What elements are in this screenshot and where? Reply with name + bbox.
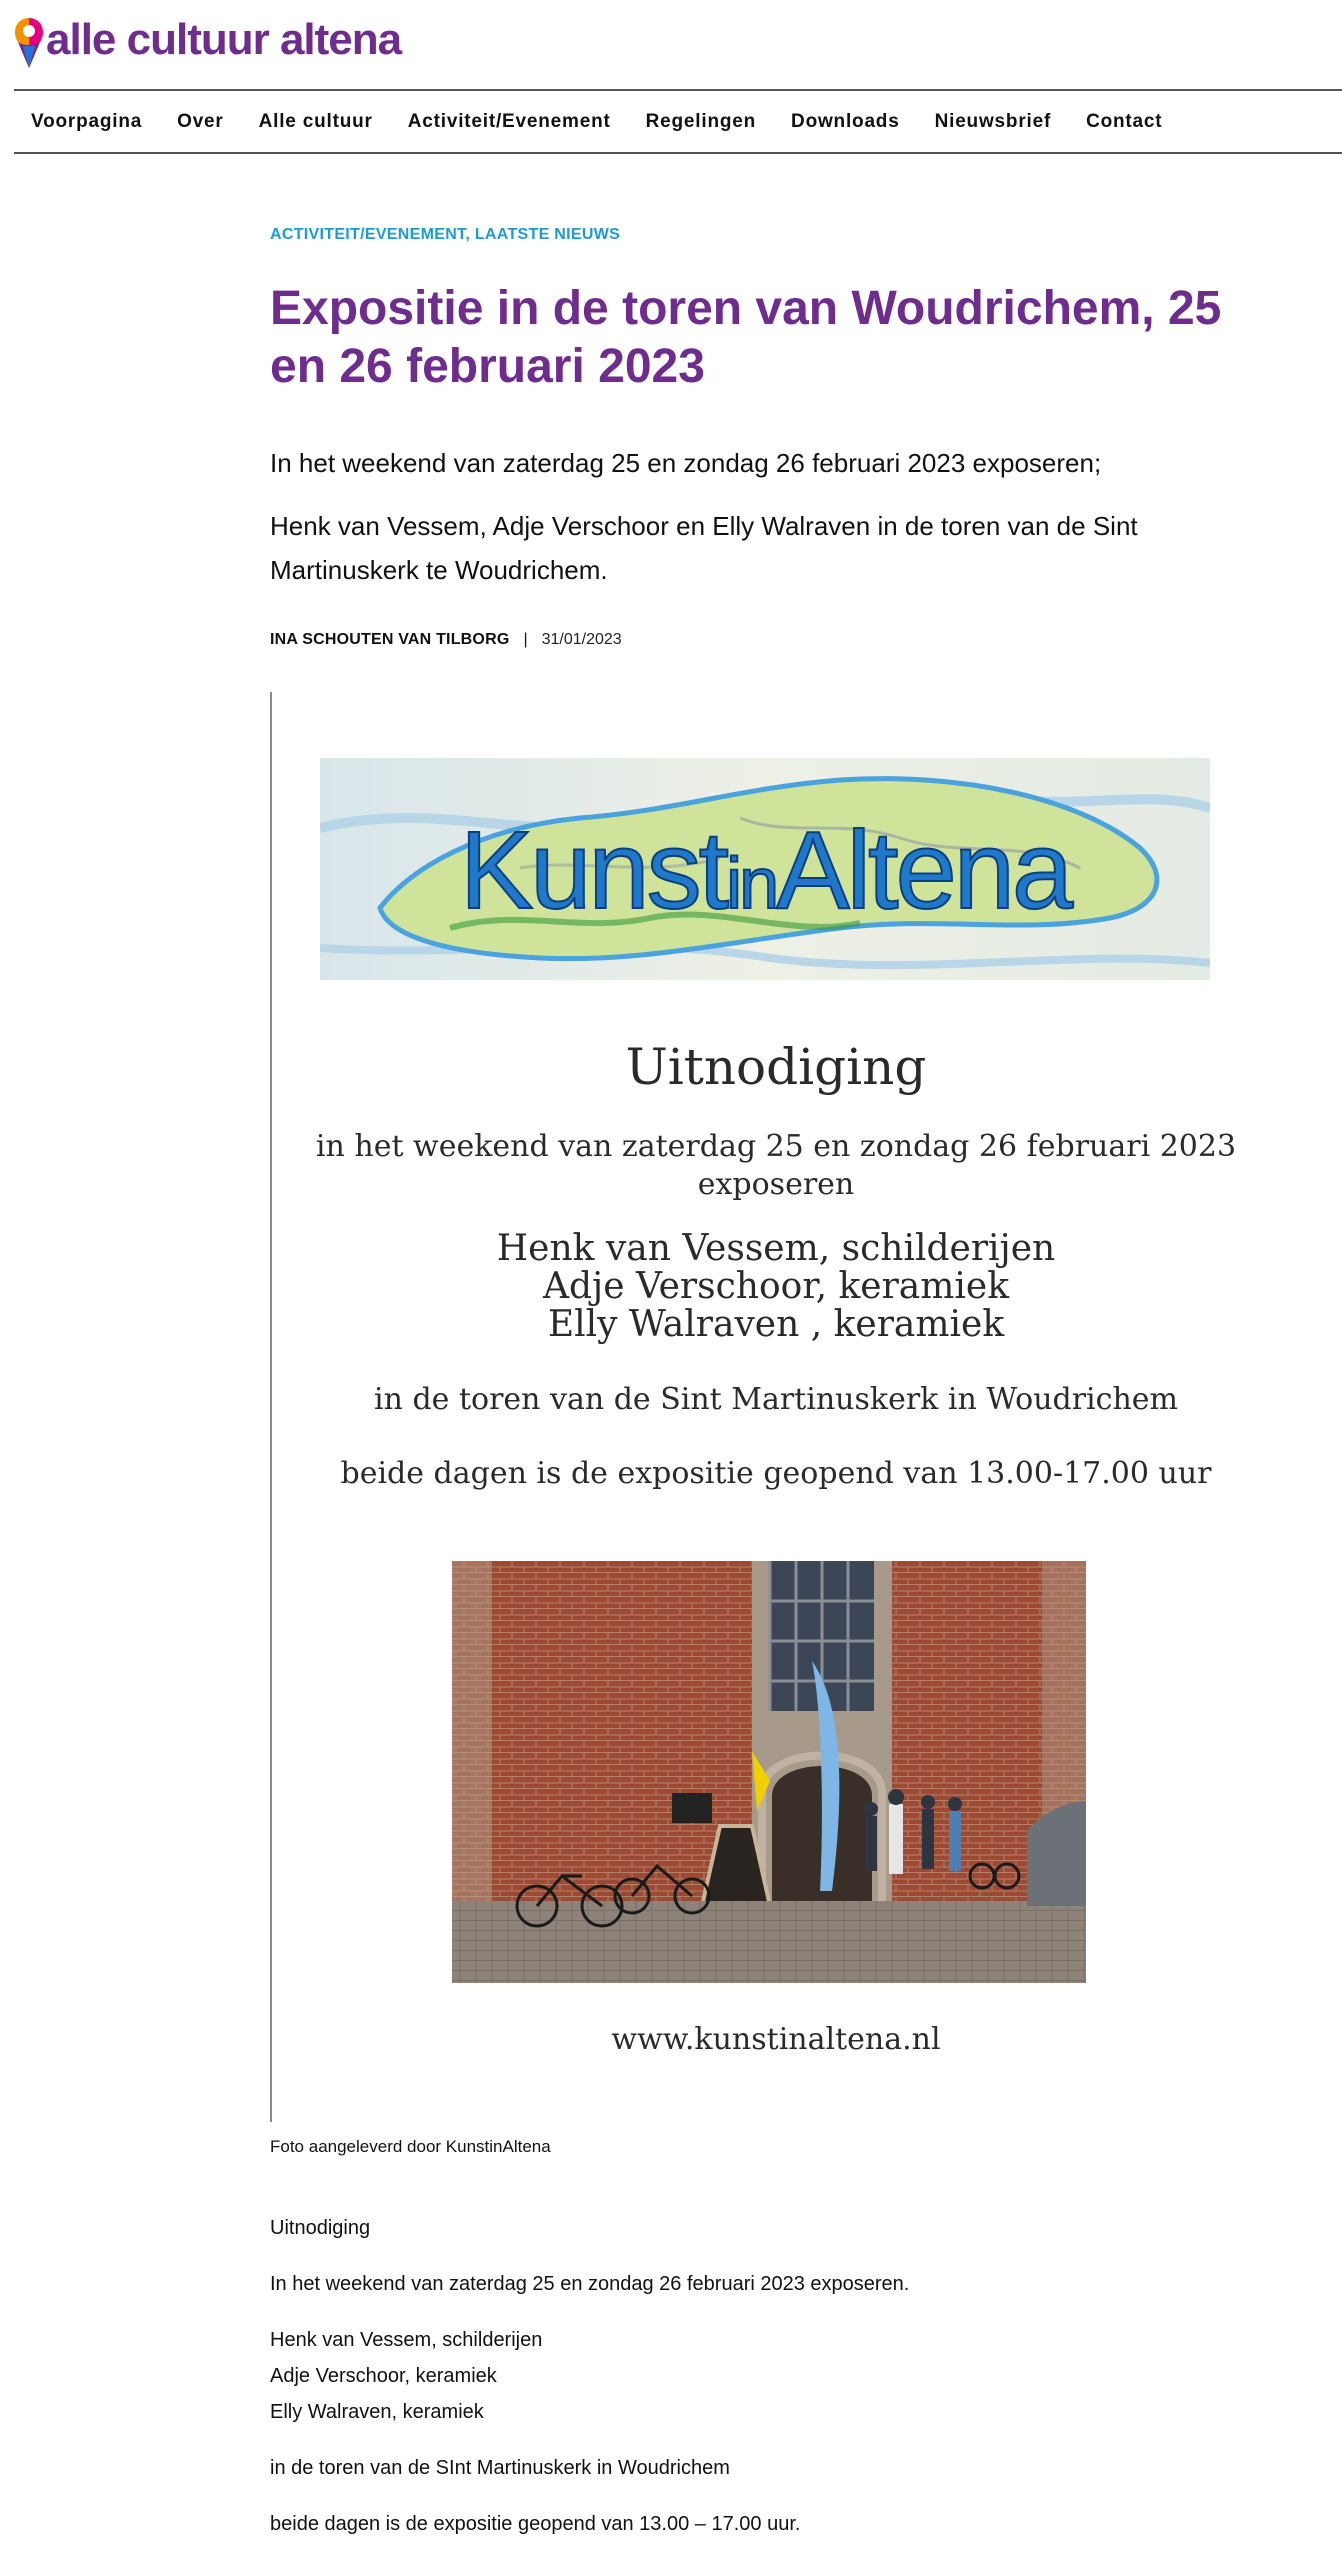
nav-item-alle-cultuur[interactable]: Alle cultuur [258, 110, 373, 132]
nav-item-voorpagina[interactable]: Voorpagina [31, 110, 143, 132]
article-intro [270, 441, 1260, 592]
intro-paragraph: Henk van Vessem, Adje Verschoor en Elly Walraven in de toren van de Sint Martinuskerk te Woudrichem. [270, 511, 1138, 585]
category-link-laatste-nieuws[interactable]: LAATSTE NIEUWS [474, 226, 621, 243]
article [270, 226, 1280, 652]
banner-in: in [726, 844, 777, 924]
article-categories [270, 226, 1280, 252]
invitation-place: in de toren van de Sint Martinuskerk in Woudrichem [374, 1382, 1178, 1417]
invitation-artist: Henk van Vessem, schilderijen [496, 1228, 1056, 1269]
logo-text: alle cultuur altena [46, 15, 402, 64]
nav-item-contact[interactable]: Contact [1086, 110, 1163, 132]
article-body [270, 2210, 1270, 2542]
invitation-artist: Elly Walraven , keramiek [547, 1304, 1005, 1345]
main-nav [14, 89, 1342, 154]
banner-kunst: Kunst [459, 809, 727, 932]
church-entrance-photo [452, 1561, 1086, 1983]
author-link[interactable]: INA SCHOUTEN VAN TILBORG [270, 631, 510, 648]
nav-item-downloads[interactable]: Downloads [791, 110, 900, 132]
body-heading: Uitnodiging [270, 2217, 371, 2239]
invitation-date-line [272, 1128, 1280, 1204]
invitation-url: www.kunstinaltena.nl [611, 2022, 941, 2057]
nav-item-nieuwsbrief[interactable]: Nieuwsbrief [934, 110, 1052, 132]
location-pin-logo-icon [14, 16, 44, 70]
invitation-artists [272, 1230, 1280, 1344]
body-artist: Adje Verschoor, keramiek [270, 2365, 497, 2387]
meta-separator: | [523, 631, 528, 648]
site-logo[interactable] [14, 16, 401, 70]
kunstinaltena-banner [320, 758, 1210, 980]
invitation-hours: beide dagen is de expositie geopend van 13.00-17.00 uur [340, 1456, 1212, 1491]
body-paragraph: In het weekend van zaterdag 25 en zondag 26 februari 2023 exposeren. [270, 2273, 910, 2295]
invitation-line1: in het weekend van zaterdag 25 en zondag 26 februari 2023 [315, 1129, 1237, 1164]
intro-paragraph: In het weekend van zaterdag 25 en zondag 26 februari 2023 exposeren; [270, 448, 1102, 478]
body-artist: Henk van Vessem, schilderijen [270, 2329, 543, 2351]
nav-item-activiteit-evenement[interactable]: Activiteit/Evenement [407, 110, 611, 132]
body-artist: Elly Walraven, keramiek [270, 2401, 484, 2423]
article-title: Expositie in de toren van Woudrichem, 25 en 26 februari 2023 [270, 282, 1222, 393]
category-separator: , [465, 226, 471, 243]
category-link-activiteit[interactable]: ACTIVITEIT/EVENEMENT [270, 226, 466, 243]
body-hours: beide dagen is de expositie geopend van 13.00 – 17.00 uur. [270, 2513, 801, 2535]
body-place: in de toren van de SInt Martinuskerk in Woudrichem [270, 2457, 730, 2479]
invitation-line2: exposeren [697, 1167, 855, 1202]
article-meta [270, 628, 1280, 652]
invitation-title: Uitnodiging [625, 1038, 927, 1096]
banner-altena: Altena [776, 809, 1071, 932]
invitation-image [270, 692, 1280, 2122]
site-header [0, 0, 1342, 132]
publish-date: 31/01/2023 [541, 631, 622, 648]
image-caption: Foto aangeleverd door KunstinAltena [270, 2137, 551, 2156]
nav-item-regelingen[interactable]: Regelingen [645, 110, 757, 132]
nav-item-over[interactable]: Over [177, 110, 224, 132]
invitation-artist: Adje Verschoor, keramiek [542, 1266, 1010, 1307]
